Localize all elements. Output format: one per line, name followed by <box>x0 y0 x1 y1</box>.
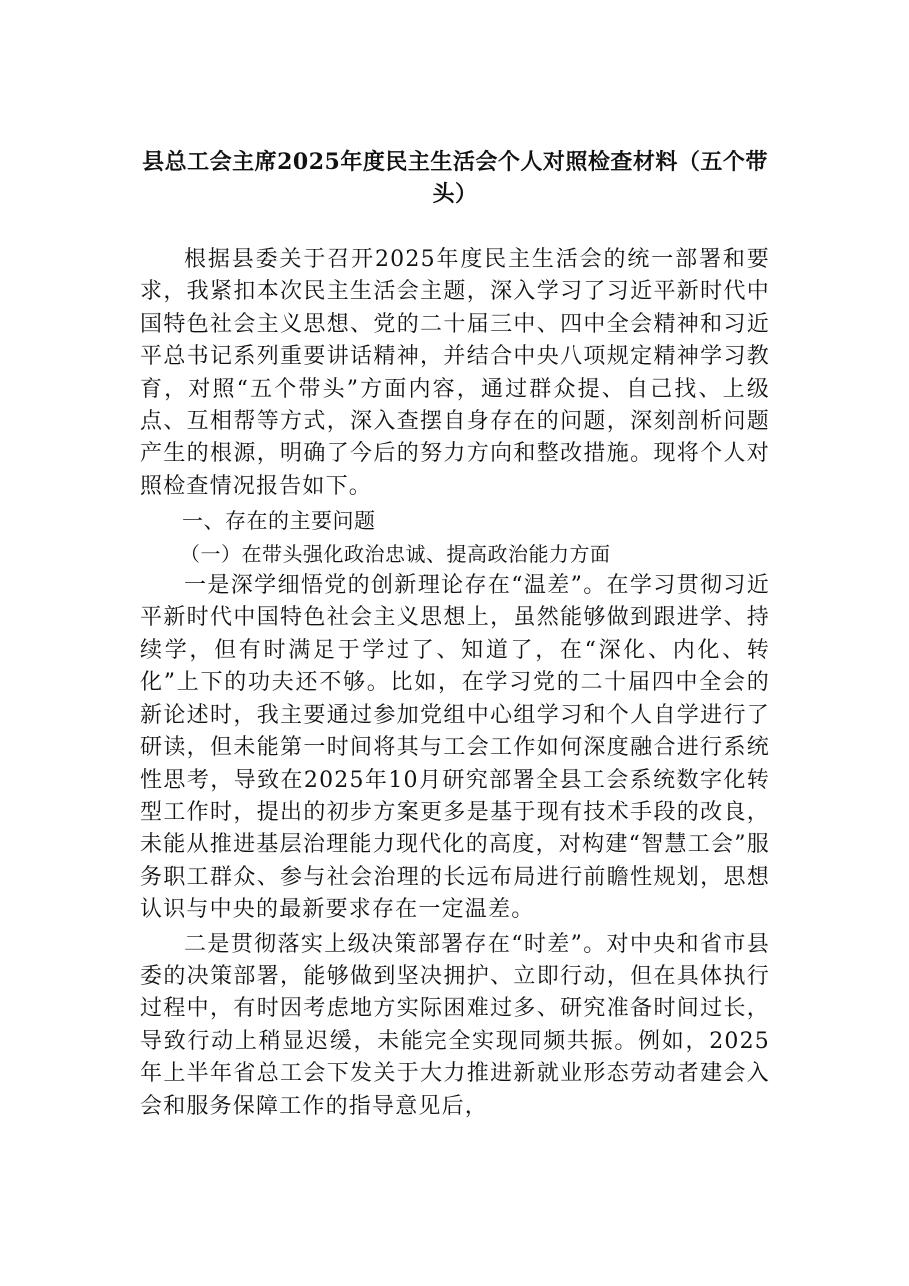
document-title: 县总工会主席2025年度民主生活会个人对照检查材料（五个带头） <box>142 149 768 207</box>
document-body <box>140 244 770 1123</box>
body-paragraph-policy-implementation: 二是贯彻落实上级决策部署存在“时差”。对中央和省市县委的决策部署，能够做到坚决拥护、立即行动，但在具体执行过程中，有时因考虑地方实际困难过多、研究准备时间过长，导致行动上稍显迟缓，未能完全实现同频共振。例如，2025年上半年省总工会下发关于大力推进新就业形态劳动者建会入会和服务保障工作的指导意见后， <box>140 931 770 1119</box>
section-heading-main-problems: 一、存在的主要问题 <box>182 509 376 534</box>
subsection-heading-political-loyalty: （一）在带头强化政治忠诚、提高政治能力方面 <box>180 541 611 566</box>
intro-paragraph: 根据县委关于召开2025年度民主生活会的统一部署和要求，我紧扣本次民主生活会主题，深入学习了习近平新时代中国特色社会主义思想、党的二十届三中、四中全会精神和习近平总书记系列重要讲话精神，并结合中央八项规定精神学习教育，对照“五个带头”方面内容，通过群众提、自己找、上级点、互相帮等方式，深入查摆自身存在的问题，深刻剖析问题产生的根源，明确了今后的努力方向和整改措施。现将个人对照检查情况报告如下。 <box>140 247 770 499</box>
body-paragraph-theory-study: 一是深学细悟党的创新理论存在“温差”。在学习贯彻习近平新时代中国特色社会主义思想上，虽然能够做到跟进学、持续学，但有时满足于学过了、知道了，在“深化、内化、转化”上下的功夫还不够。比如，在学习党的二十届四中全会的新论述时，我主要通过参加党组中心组学习和个人自学进行了研读，但未能第一时间将其与工会工作如何深度融合进行系统性思考，导致在2025年10月研究部署全县工会系统数字化转型工作时，提出的初步方案更多是基于现有技术手段的改良，未能从推进基层治理能力现代化的高度，对构建“智慧工会”服务职工群众、参与社会治理的长远布局进行前瞻性规划，思想认识与中央的最新要求存在一定温差。 <box>140 573 770 923</box>
